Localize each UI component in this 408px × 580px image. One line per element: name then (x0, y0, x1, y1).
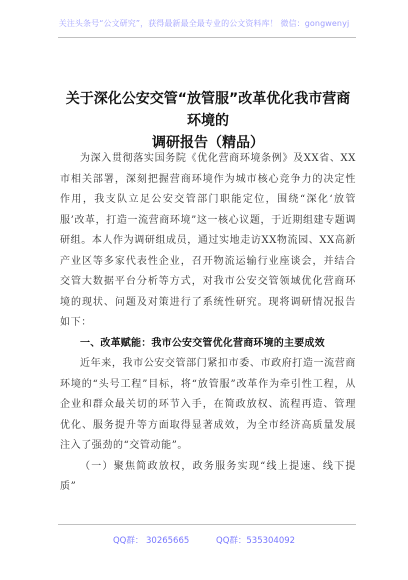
qq-group-2: QQ群：535304092 (216, 536, 296, 546)
page-footer (0, 534, 408, 546)
body-paragraph: 近年来，我市公安交管部门紧扣市委、市政府打造一流营商环境的“头号工程”目标，将“放管服”改革作为牵引性工程，从企业和群众最关切的环节入手，在简政放权、流程再造、管理优化、服务提升等方面取得显著成效，为全市经济高质量发展注入了强劲的“交管动能”。 (60, 358, 356, 451)
footer-divider (58, 524, 356, 525)
header-divider (58, 37, 356, 38)
document-title (60, 88, 356, 154)
title-line-2: 调研报告（精品） (152, 135, 264, 151)
subsection-heading: （一）聚焦简政放权，政务服务实现“线上提速、线下提质” (60, 460, 356, 492)
document-body (60, 149, 356, 498)
qq-group-1: QQ群： 30265665 (112, 536, 190, 546)
page-header: 关注头条号“公文研究”，获得最新最全最专业的公文资料库！ 微信：gongwenyj (58, 19, 350, 28)
intro-paragraph: 为深入贯彻落实国务院《优化营商环境条例》及XX省、XX市相关部署，深刻把握营商环境作为城市核心竞争力的决定性作用，我支队立足公安交管部门职能定位，围绕“深化‘放管服’改革，打造一流营商环境”这一核心议题，于近期组建专题调研组。本人作为调研组成员，通过实地走访XX物流园、XX高新产业区等多家代表性企业，召开物流运输行业座谈会，并结合交管大数据平台分析等方式，对我市公安交管领域优化营商环境的现状、问题及对策进行了系统性研究。现将调研情况报告如下： (60, 153, 356, 328)
title-line-1: 关于深化公安交管“放管服”改革优化我市营商环境的 (65, 91, 351, 129)
section-heading: 一、改革赋能：我市公安交管优化营商环境的主要成效 (80, 337, 325, 349)
